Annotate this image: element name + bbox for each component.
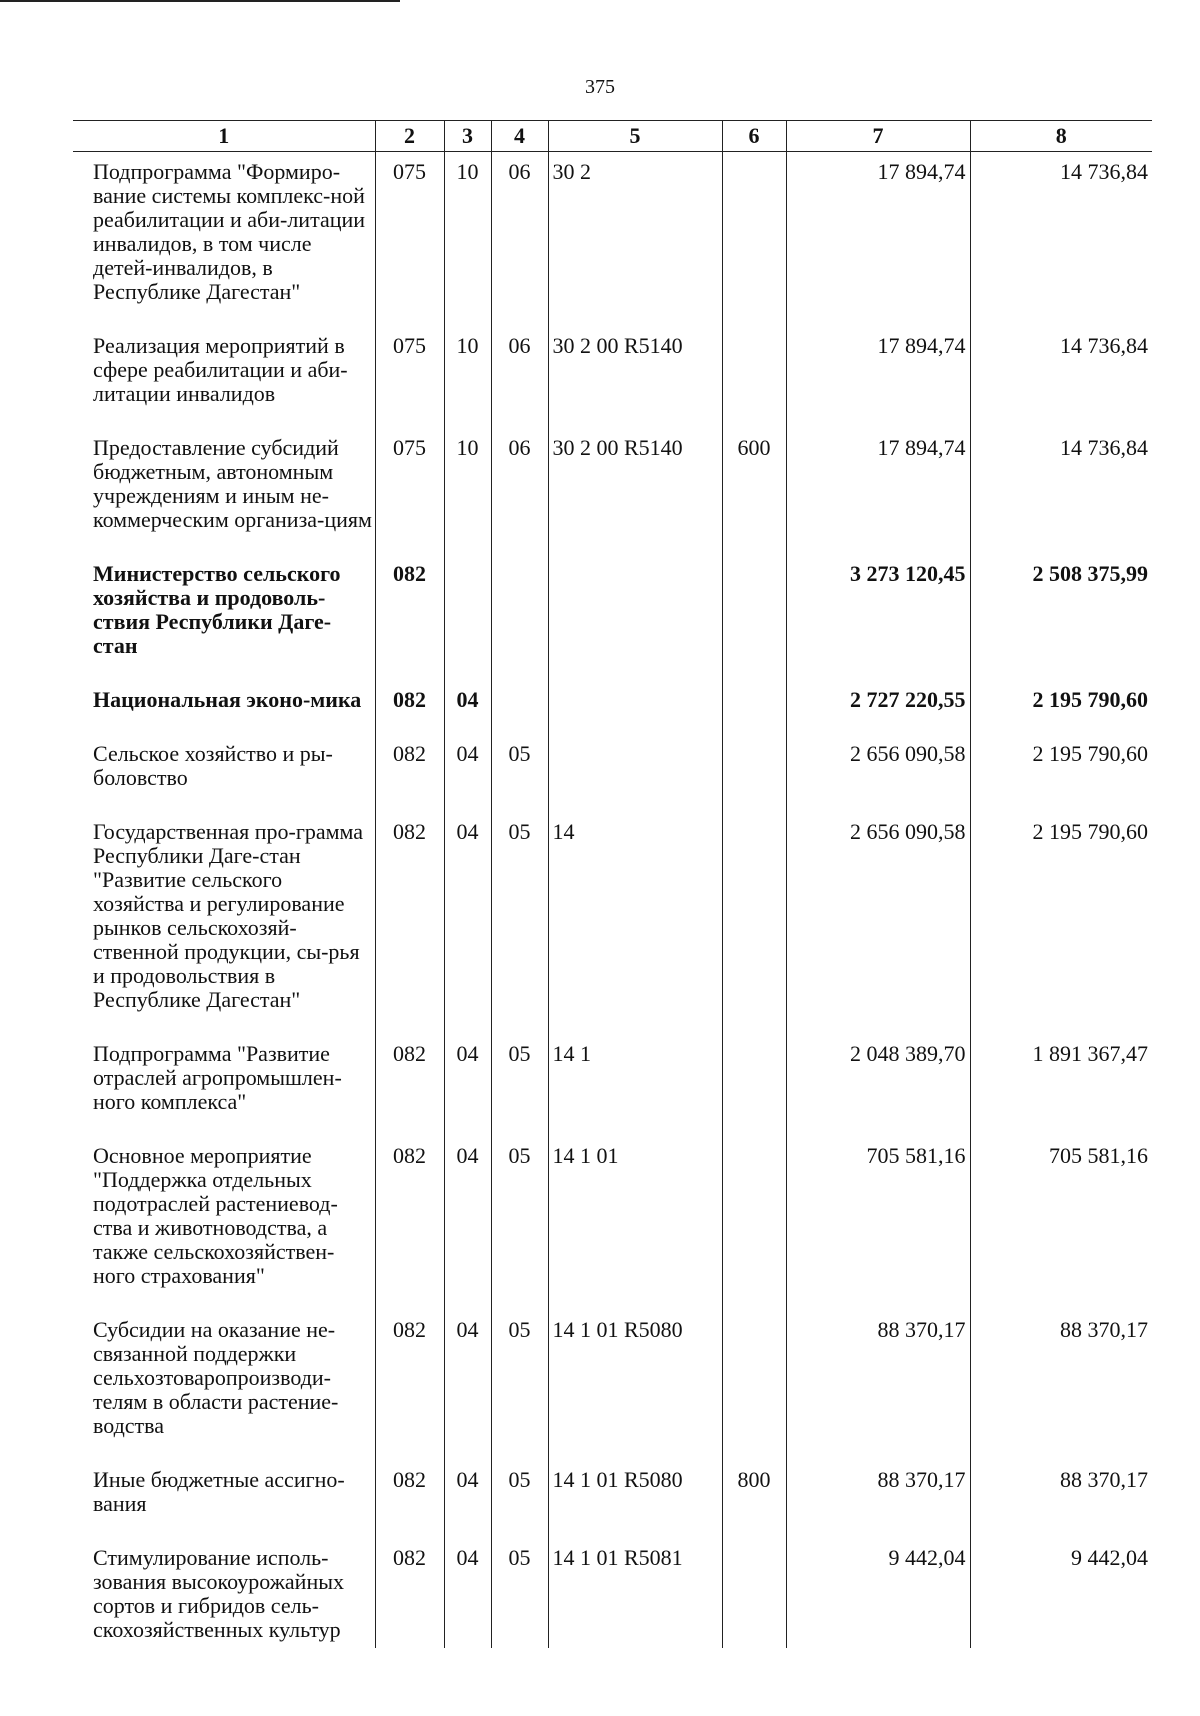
target-article-code: 14 1 01 R5081	[548, 1538, 722, 1648]
subsection-code: 05	[491, 1136, 548, 1310]
amount-col8: 705 581,16	[970, 1136, 1152, 1310]
table-row	[73, 1460, 1152, 1538]
target-article-code: 30 2 00 R5140	[548, 428, 722, 554]
table-row	[73, 812, 1152, 1034]
item-name: Реализация мероприятий в сфере реабилитации и аби-литации инвалидов	[93, 333, 348, 406]
subsection-code: 05	[491, 1460, 548, 1538]
table-row	[73, 1538, 1152, 1648]
subsection-code: 06	[491, 152, 548, 327]
amount-col7: 3 273 120,45	[786, 554, 970, 680]
item-name: Стимулирование исполь-зования высокоурожайных сортов и гибридов сель-скохозяйственных культур	[93, 1545, 345, 1642]
item-name: Подпрограмма "Развитие отраслей агропромышлен-ного комплекса"	[93, 1041, 342, 1114]
expense-type-code	[722, 734, 786, 812]
table-row	[73, 152, 1152, 327]
section-code: 04	[444, 680, 491, 734]
target-article-code	[548, 734, 722, 812]
amount-col8: 2 508 375,99	[970, 554, 1152, 680]
ministry-code: 082	[375, 812, 444, 1034]
target-article-code: 14	[548, 812, 722, 1034]
target-article-code: 14 1 01	[548, 1136, 722, 1310]
amount-col8: 2 195 790,60	[970, 812, 1152, 1034]
amount-col7: 17 894,74	[786, 326, 970, 428]
page-number: 375	[585, 76, 615, 98]
item-name: Предоставление субсидий бюджетным, автономным учреждениям и иным не-коммерческим организа-циям	[93, 435, 372, 532]
ministry-code: 082	[375, 1460, 444, 1538]
target-article-code	[548, 680, 722, 734]
amount-col7: 2 048 389,70	[786, 1034, 970, 1136]
expense-type-code	[722, 1310, 786, 1460]
subsection-code	[491, 554, 548, 680]
target-article-code: 14 1 01 R5080	[548, 1460, 722, 1538]
section-code: 04	[444, 734, 491, 812]
section-code: 04	[444, 1460, 491, 1538]
amount-col7: 2 656 090,58	[786, 734, 970, 812]
column-header: 7	[786, 121, 970, 152]
expense-type-code	[722, 1538, 786, 1648]
column-header: 3	[444, 121, 491, 152]
item-name: Министерство сельского хозяйства и продоволь-ствия Республики Даге-стан	[93, 561, 341, 658]
section-code: 04	[444, 1034, 491, 1136]
expense-type-code	[722, 326, 786, 428]
subsection-code: 05	[491, 734, 548, 812]
target-article-code: 14 1 01 R5080	[548, 1310, 722, 1460]
expense-type-code: 800	[722, 1460, 786, 1538]
table-row	[73, 1034, 1152, 1136]
column-header: 4	[491, 121, 548, 152]
target-article-code: 30 2 00 R5140	[548, 326, 722, 428]
ministry-code: 082	[375, 680, 444, 734]
amount-col8: 2 195 790,60	[970, 680, 1152, 734]
section-code: 04	[444, 812, 491, 1034]
column-header: 6	[722, 121, 786, 152]
expense-type-code: 600	[722, 428, 786, 554]
target-article-code: 14 1	[548, 1034, 722, 1136]
subsection-code: 05	[491, 1538, 548, 1648]
ministry-code: 082	[375, 1538, 444, 1648]
amount-col7: 2 727 220,55	[786, 680, 970, 734]
amount-col8: 2 195 790,60	[970, 734, 1152, 812]
subsection-code: 06	[491, 326, 548, 428]
item-name: Национальная эконо-мика	[93, 687, 362, 712]
amount-col8: 9 442,04	[970, 1538, 1152, 1648]
amount-col7: 17 894,74	[786, 152, 970, 327]
table-row	[73, 680, 1152, 734]
table-row	[73, 1136, 1152, 1310]
expense-type-code	[722, 1034, 786, 1136]
ministry-code: 082	[375, 1136, 444, 1310]
amount-col8: 88 370,17	[970, 1460, 1152, 1538]
amount-col7: 88 370,17	[786, 1310, 970, 1460]
item-name: Сельское хозяйство и ры-боловство	[93, 741, 333, 790]
expense-type-code	[722, 1136, 786, 1310]
amount-col7: 17 894,74	[786, 428, 970, 554]
header-row	[73, 121, 1152, 152]
column-header: 2	[375, 121, 444, 152]
budget-table	[73, 120, 1152, 1648]
ministry-code: 082	[375, 734, 444, 812]
ministry-code: 082	[375, 1310, 444, 1460]
ministry-code: 082	[375, 554, 444, 680]
item-name: Иные бюджетные ассигно-вания	[93, 1467, 345, 1516]
table-row	[73, 326, 1152, 428]
table-row	[73, 734, 1152, 812]
column-header: 8	[970, 121, 1152, 152]
ministry-code: 082	[375, 1034, 444, 1136]
section-code: 10	[444, 152, 491, 327]
amount-col8: 1 891 367,47	[970, 1034, 1152, 1136]
column-header: 5	[548, 121, 722, 152]
subsection-code: 06	[491, 428, 548, 554]
amount-col7: 705 581,16	[786, 1136, 970, 1310]
section-code: 04	[444, 1310, 491, 1460]
expense-type-code	[722, 812, 786, 1034]
item-name: Государственная про-грамма Республики Даге-стан "Развитие сельского хозяйства и регулирование рынков сельскохозяй-ственной продукции, сы-рья и продовольствия в Республике Дагестан"	[93, 819, 364, 1012]
subsection-code: 05	[491, 1034, 548, 1136]
subsection-code: 05	[491, 812, 548, 1034]
amount-col8: 88 370,17	[970, 1310, 1152, 1460]
ministry-code: 075	[375, 326, 444, 428]
target-article-code	[548, 554, 722, 680]
amount-col7: 88 370,17	[786, 1460, 970, 1538]
expense-type-code	[722, 680, 786, 734]
expense-type-code	[722, 152, 786, 327]
top-rule	[0, 0, 400, 2]
subsection-code: 05	[491, 1310, 548, 1460]
item-name: Субсидии на оказание не-связанной поддержки сельхозтоваропроизводи-телям в области растение-водства	[93, 1317, 339, 1438]
amount-col7: 9 442,04	[786, 1538, 970, 1648]
table-row	[73, 1310, 1152, 1460]
target-article-code: 30 2	[548, 152, 722, 327]
expense-type-code	[722, 554, 786, 680]
section-code: 04	[444, 1136, 491, 1310]
section-code	[444, 554, 491, 680]
section-code: 10	[444, 326, 491, 428]
amount-col8: 14 736,84	[970, 428, 1152, 554]
section-code: 10	[444, 428, 491, 554]
item-name: Основное мероприятие "Поддержка отдельных подотраслей растениевод-ства и животноводства, а также сельскохозяйствен-ного страхования"	[93, 1143, 338, 1288]
column-header: 1	[73, 121, 375, 152]
section-code: 04	[444, 1538, 491, 1648]
table-row	[73, 554, 1152, 680]
table-row	[73, 428, 1152, 554]
amount-col7: 2 656 090,58	[786, 812, 970, 1034]
amount-col8: 14 736,84	[970, 152, 1152, 327]
ministry-code: 075	[375, 428, 444, 554]
ministry-code: 075	[375, 152, 444, 327]
subsection-code	[491, 680, 548, 734]
amount-col8: 14 736,84	[970, 326, 1152, 428]
item-name: Подпрограмма "Формиро-вание системы комплекс-ной реабилитации и аби-литации инвалидов, в том числе детей-инвалидов, в Республике Дагестан"	[93, 159, 366, 304]
